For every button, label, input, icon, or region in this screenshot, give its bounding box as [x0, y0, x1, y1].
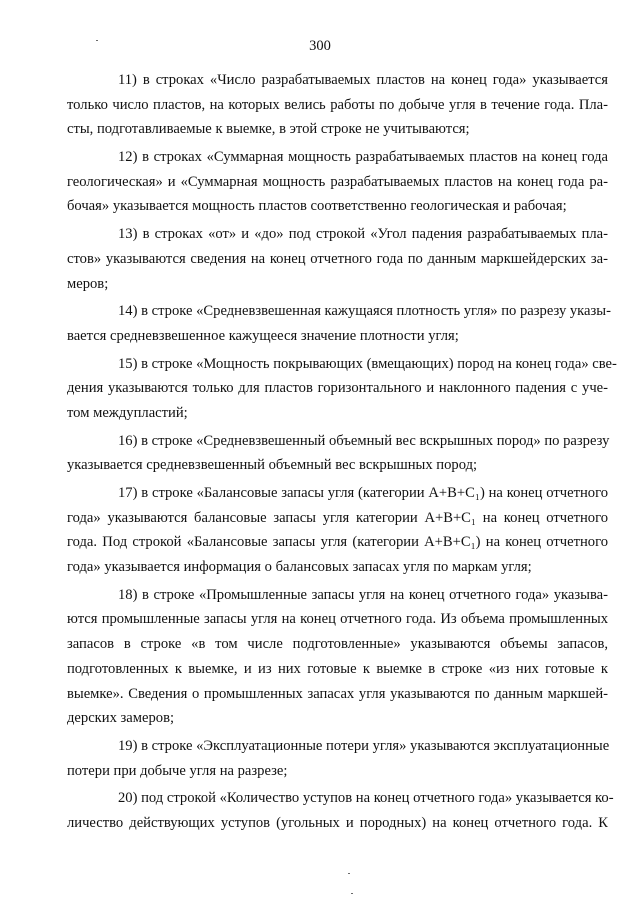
text-line: 16) в строке «Средневзвешенный объемный вес вскрышных пород» по разрезу [118, 432, 610, 449]
text-line: указывается средневзвешенный объемный вес вскрышных пород; [67, 457, 478, 474]
text-line: 18) в строке «Промышленные запасы угля на конец отчетного года» указыва- [118, 586, 608, 603]
text-line: геологическая» и «Суммарная мощность разрабатываемых пластов на конец года ра- [67, 173, 608, 190]
text-line: 20) под строкой «Количество уступов на конец отчетного года» указывается ко- [118, 790, 614, 807]
text-line: том междупластий; [67, 404, 188, 421]
text-line: года. Под строкой «Балансовые запасы угля (категории А+В+C₁) на конец отчетного [67, 534, 608, 551]
text-line: запасов в строке «в том числе подготовленные» указываются объемы запасов, [67, 636, 608, 653]
text-line: личество действующих уступов (угольных и породных) на конец отчетного года. К [67, 814, 608, 831]
text-line: ются промышленные запасы угля на конец отчетного года. Из объема промышленных [67, 611, 608, 628]
text-line: потери при добыче угля на разрезе; [67, 762, 288, 779]
scan-speck [96, 40, 98, 41]
page-number: 300 [309, 38, 331, 54]
text-line: 12) в строках «Суммарная мощность разрабатываемых пластов на конец года [118, 149, 608, 166]
text-line: 13) в строках «от» и «до» под строкой «Угол падения разрабатываемых пла- [118, 226, 608, 243]
text-line: подготовленных к выемке, и из них готовые к выемке в строке «из них готовые к [67, 660, 608, 677]
scan-speck [351, 893, 353, 894]
text-line: 15) в строке «Мощность покрывающих (вмещающих) пород на конец года» све- [118, 355, 617, 372]
text-line: 19) в строке «Эксплуатационные потери угля» указываются эксплуатационные [118, 737, 610, 754]
text-line: только число пластов, на которых велись работы по добыче угля в течение года. Пла- [67, 96, 608, 113]
text-line: дения указываются только для пластов горизонтального и наклонного падения с уче- [67, 380, 608, 397]
text-line: дерских замеров; [67, 710, 175, 727]
text-line: года» указывается информация о балансовых запасах угля по маркам угля; [67, 559, 532, 576]
scan-speck [348, 873, 350, 874]
text-line: 14) в строке «Средневзвешенная кажущаяся плотность угля» по разрезу указы- [118, 303, 611, 320]
text-line: выемке». Сведения о промышленных запасах угля указываются по данным маркшей- [67, 685, 608, 702]
text-line: стов» указываются сведения на конец отчетного года по данным маркшейдерских за- [67, 250, 608, 267]
text-line: сты, подготавливаемые к выемке, в этой строке не учитываются; [67, 121, 470, 138]
text-line: 11) в строках «Число разрабатываемых пластов на конец года» указывается [118, 72, 608, 88]
text-line: бочая» указывается мощность пластов соответственно геологическая и рабочая; [67, 198, 567, 215]
document-body [67, 68, 617, 836]
text-line: года» указываются балансовые запасы угля категории А+В+C₁ на конец отчетного [67, 509, 608, 526]
text-line: меров; [67, 275, 109, 292]
text-line: 17) в строке «Балансовые запасы угля (категории А+В+C₁) на конец отчетного [118, 485, 608, 501]
text-line: вается средневзвешенное кажущееся значение плотности угля; [67, 327, 459, 344]
